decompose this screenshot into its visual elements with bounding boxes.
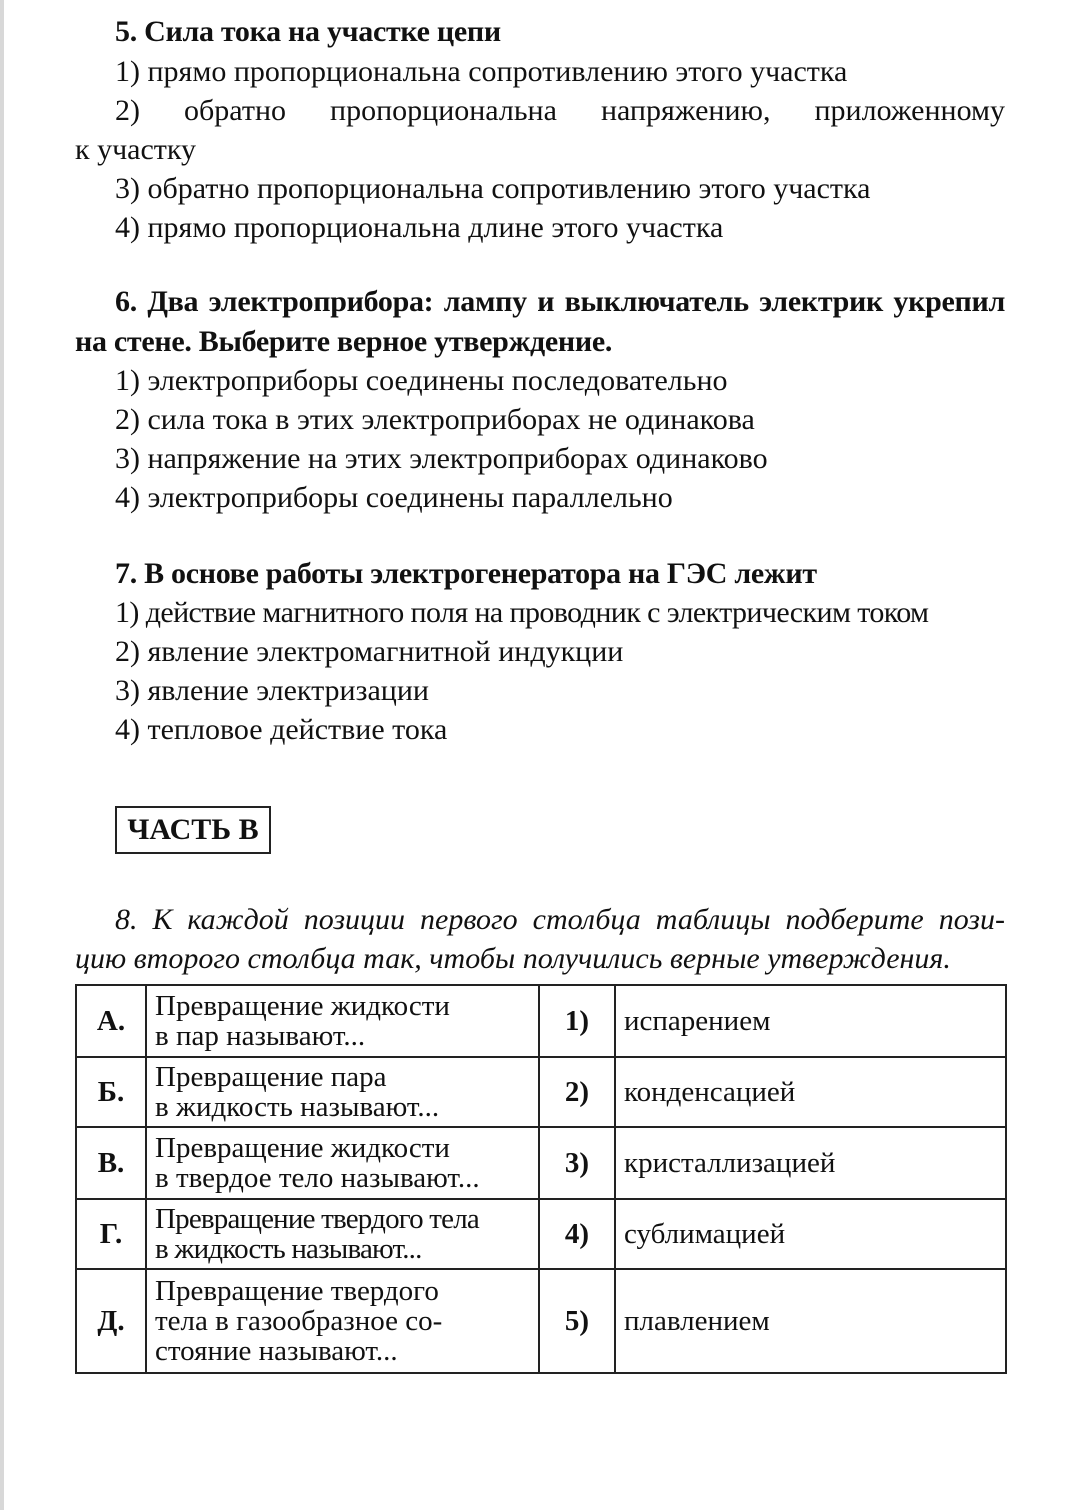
statement-line: стояние называют... xyxy=(155,1335,398,1367)
row-term: плавлением xyxy=(615,1269,1006,1373)
part-b-label: ЧАСТЬ В xyxy=(115,806,271,854)
q7-option-2: 2) явление электромагнитной индукции xyxy=(115,635,624,668)
row-term: конденсацией xyxy=(615,1057,1006,1127)
row-statement xyxy=(146,1057,539,1127)
row-number: 1) xyxy=(539,985,615,1057)
q6-option-2: 2) сила тока в этих электроприборах не одинакова xyxy=(115,403,755,436)
row-statement xyxy=(146,1269,539,1373)
q5-option-2-cont: к участку xyxy=(75,133,197,166)
q8-title-line1: 8. К каждой позиции первого столбца таблицы подберите пози- xyxy=(115,903,1005,936)
table-row xyxy=(76,985,1006,1057)
row-term: кристаллизацией xyxy=(615,1127,1006,1199)
q7-option-4: 4) тепловое действие тока xyxy=(115,713,448,746)
q7-option-1: 1) действие магнитного поля на проводник с электрическим током xyxy=(115,596,929,629)
row-statement xyxy=(146,1199,539,1269)
matching-table xyxy=(75,984,1007,1374)
row-statement xyxy=(146,985,539,1057)
q6-option-4: 4) электроприборы соединены параллельно xyxy=(115,481,673,514)
q5-title: 5. Сила тока на участке цепи xyxy=(115,15,501,48)
q6-title-line1: 6. Два электроприбора: лампу и выключатель электрик укрепил xyxy=(115,285,1005,318)
row-number: 3) xyxy=(539,1127,615,1199)
table-row xyxy=(76,1269,1006,1373)
q5-option-3: 3) обратно пропорциональна сопротивлению этого участка xyxy=(115,172,871,205)
row-number: 4) xyxy=(539,1199,615,1269)
statement-line: Превращение твердого xyxy=(155,1275,439,1307)
q5-option-4: 4) прямо пропорциональна длине этого участка xyxy=(115,211,724,244)
statement-line: Превращение жидкости xyxy=(155,990,450,1022)
q5-option-2: 2) обратно пропорциональна напряжению, приложенному xyxy=(115,94,1005,127)
statement-line: Превращение твердого тела xyxy=(155,1203,479,1235)
row-term: испарением xyxy=(615,985,1006,1057)
q5-option-1: 1) прямо пропорциональна сопротивлению этого участка xyxy=(115,55,848,88)
q6-option-3: 3) напряжение на этих электроприборах одинаково xyxy=(115,442,768,475)
statement-line: в жидкость называют... xyxy=(155,1091,440,1123)
row-letter: Д. xyxy=(76,1269,146,1373)
statement-line: в пар называют... xyxy=(155,1020,366,1052)
row-number: 2) xyxy=(539,1057,615,1127)
statement-line: тела в газообразное со- xyxy=(155,1305,443,1337)
row-letter: А. xyxy=(76,985,146,1057)
q6-title-line2: на стене. Выберите верное утверждение. xyxy=(75,325,613,358)
q7-option-3: 3) явление электризации xyxy=(115,674,429,707)
row-letter: Г. xyxy=(76,1199,146,1269)
row-number: 5) xyxy=(539,1269,615,1373)
table-row xyxy=(76,1199,1006,1269)
row-statement xyxy=(146,1127,539,1199)
row-letter: Б. xyxy=(76,1057,146,1127)
q6-option-1: 1) электроприборы соединены последовательно xyxy=(115,364,728,397)
statement-line: Превращение жидкости xyxy=(155,1132,450,1164)
row-letter: В. xyxy=(76,1127,146,1199)
q8-title-line2: цию второго столбца так, чтобы получились верные утверждения. xyxy=(75,942,951,975)
statement-line: в жидкость называют... xyxy=(155,1233,422,1265)
statement-line: Превращение пара xyxy=(155,1061,387,1093)
table-row xyxy=(76,1057,1006,1127)
row-term: сублимацией xyxy=(615,1199,1006,1269)
statement-line: в твердое тело называют... xyxy=(155,1162,480,1194)
table-row xyxy=(76,1127,1006,1199)
q7-title: 7. В основе работы электрогенератора на ГЭС лежит xyxy=(115,557,817,590)
page-left-edge xyxy=(0,0,4,1510)
